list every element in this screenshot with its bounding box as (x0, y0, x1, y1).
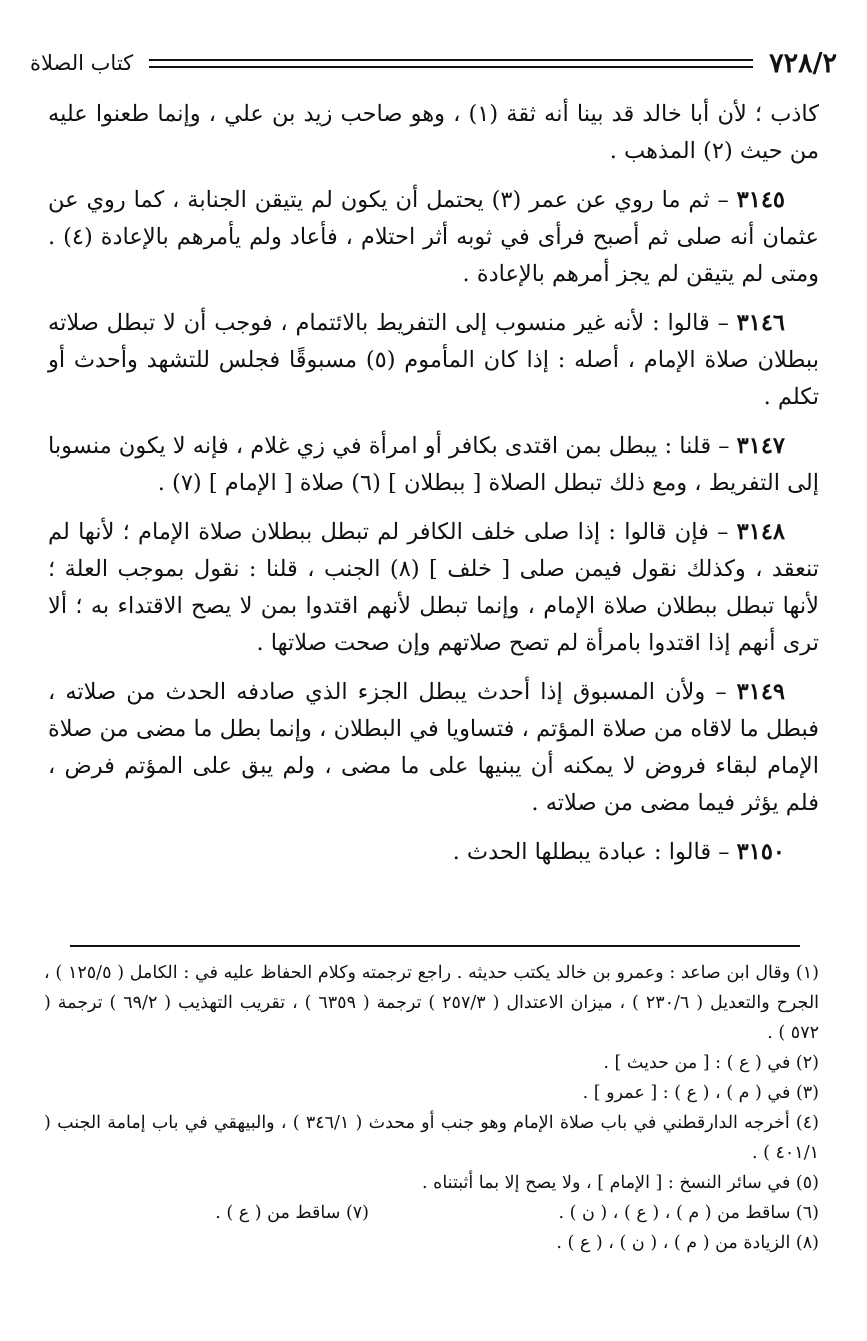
footnotes (44, 958, 819, 1258)
header-rule (149, 59, 753, 68)
paragraph (48, 428, 819, 502)
footnote: (٢) في ( ع ) : [ من حديث ] . (603, 1053, 819, 1073)
paragraph (48, 96, 819, 170)
issue-number: ٣١٤٨ (736, 519, 785, 545)
paragraph-text: كاذب ؛ لأن أبا خالد قد بينا أنه ثقة (١) ، وهو صاحب زيد بن علي ، وإنما طعنوا عليه من حيث (٢) المذهب . (48, 101, 819, 164)
issue-number: ٣١٤٥ (736, 187, 785, 213)
page-number: ٧٢٨/٢ (769, 47, 837, 79)
paragraph-text: – ولأن المسبوق إذا أحدث يبطل الجزء الذي صادفه الحدث من صلاته ، فبطل ما لاقاه من صلاة المؤتم ، فتساويا في البطلان ، وإنما بطل ما مضى من صلاة الإمام لبقاء فروض لا يمكنه أن يبنيها على ما مضى ، ولم يبق على المؤتم فرض ، فلم يؤثر فيما مضى من صلاته . (48, 679, 819, 816)
paragraph-text: – قالوا : لأنه غير منسوب إلى التفريط بالائتمام ، فوجب أن لا تبطل صلاته ببطلان صلاة الإمام ، أصله : إذا كان المأموم (٥) مسبوقًا فجلس للتشهد وأحدث أو تكلم . (48, 310, 819, 410)
paragraph (48, 514, 819, 662)
paragraph (48, 834, 819, 871)
paragraph (48, 182, 819, 293)
footnote: (٨) الزيادة من ( م ) ، ( ن ) ، ( ع ) . (556, 1233, 819, 1253)
book-title: كتاب الصلاة (30, 51, 134, 75)
footnote: (٤) أخرجه الدارقطني في باب صلاة الإمام وهو جنب أو محدث ( ٣٤٦/١ ) ، والبيهقي في باب إمامة الجنب ( ٤٠١/١ ) . (44, 1113, 819, 1163)
paragraph-text: – قالوا : عبادة يبطلها الحدث . (452, 839, 737, 865)
paragraph (48, 674, 819, 822)
footnote: (٧) ساقط من ( ع ) . (215, 1203, 369, 1223)
footnote-separator (70, 945, 800, 947)
issue-number: ٣١٥٠ (736, 839, 785, 865)
page-header (30, 44, 837, 82)
issue-number: ٣١٤٩ (736, 679, 785, 705)
main-text (48, 96, 819, 883)
paragraph-text: – قلنا : يبطل بمن اقتدى بكافر أو امرأة في زي غلام ، فإنه لا يكون منسوبا إلى التفريط ، ومع ذلك تبطل الصلاة [ ببطلان ] (٦) صلاة [ الإمام ] (٧) . (48, 433, 819, 496)
footnote: (٥) في سائر النسخ : [ الإمام ] ، ولا يصح إلا بما أثبتناه . (422, 1173, 819, 1193)
footnote: (١) وقال ابن صاعد : وعمرو بن خالد يكتب حديثه . راجع ترجمته وكلام الحفاظ عليه في : الكامل ( ١٢٥/٥ ) ، الجرح والتعديل ( ٢٣٠/٦ ) ، ميزان الاعتدال ( ٢٥٧/٣ ) ترجمة ( ٦٣٥٩ ) ، تقريب التهذيب ( ٦٩/٢ ) ترجمة ( ٥٧٢ ) . (44, 963, 820, 1043)
footnote: (٣) في ( م ) ، ( ع ) : [ عمرو ] . (582, 1083, 819, 1103)
paragraph (48, 305, 819, 416)
paragraph-text: – ثم ما روي عن عمر (٣) يحتمل أن يكون لم يتيقن الجنابة ، كما روي عن عثمان أنه صلى ثم أصبح فرأى في ثوبه أثر احتلام ، فأعاد ولم يأمرهم بالإعادة (٤) . ومتى لم يتيقن لم يجز أمرهم بالإعادة . (48, 187, 819, 287)
paragraph-text: – فإن قالوا : إذا صلى خلف الكافر لم تبطل ببطلان صلاة الإمام ؛ لأنها لم تنعقد ، وكذلك نقول فيمن صلى [ خلف ] (٨) الجنب ، قلنا : نقول بموجب العلة ؛ لأنها تبطل ببطلان صلاة الإمام ، وإنما تبطل لأنهم اقتدوا بمن لا يصح الاقتداء به ؛ ألا ترى أنهم إذا اقتدوا بامرأة لم تصح صلاتهم وإن صحت صلاتها . (48, 519, 819, 656)
issue-number: ٣١٤٧ (736, 433, 785, 459)
issue-number: ٣١٤٦ (736, 310, 785, 336)
footnote: (٦) ساقط من ( م ) ، ( ع ) ، ( ن ) . (558, 1203, 819, 1223)
footnote-row (44, 1198, 819, 1228)
